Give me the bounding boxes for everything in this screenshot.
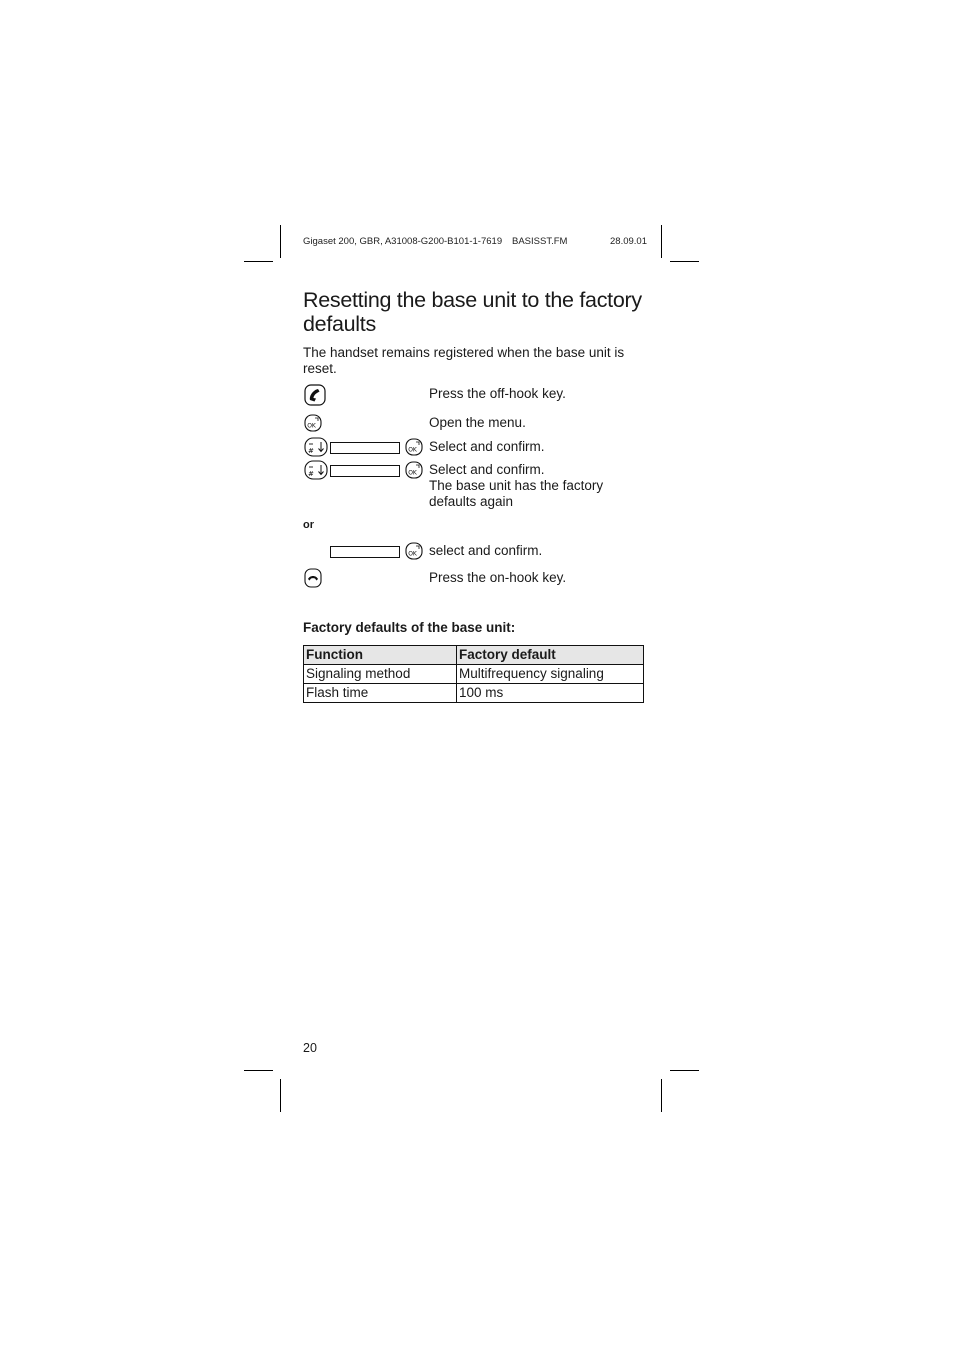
svg-text:OK: OK — [307, 422, 316, 430]
step-text: select and confirm. — [429, 543, 543, 558]
page-number: 20 — [303, 1041, 317, 1055]
intro-text: The handset remains registered when the base unit is reset. — [303, 345, 625, 376]
table-row — [304, 684, 644, 703]
header-date: 28.09.01 — [610, 236, 647, 247]
section-heading: Factory defaults of the base unit: — [303, 620, 516, 635]
navigation-key-icon — [304, 437, 328, 457]
step-text: Open the menu. — [429, 415, 526, 430]
table-row — [304, 665, 644, 684]
factory-defaults-table — [303, 645, 644, 703]
navigation-key-icon — [304, 460, 328, 480]
crop-mark — [280, 225, 281, 258]
crop-mark — [661, 1079, 662, 1112]
ok-key-icon — [405, 461, 423, 479]
display-field — [330, 442, 400, 454]
crop-mark — [244, 261, 273, 262]
table-cell: 100 ms — [457, 684, 644, 703]
table-cell: Multifrequency signaling — [457, 665, 644, 684]
svg-text:OK: OK — [408, 550, 417, 558]
column-header: Function — [304, 646, 457, 665]
ok-key-icon — [405, 438, 423, 456]
step-text: Select and confirm. — [429, 439, 545, 454]
crop-mark — [280, 1079, 281, 1112]
crop-mark — [244, 1070, 273, 1071]
step-text: Press the off-hook key. — [429, 386, 566, 401]
svg-text:OK: OK — [408, 446, 417, 454]
step-text: Select and confirm. The base unit has the factory defaults again — [429, 462, 604, 509]
column-header: Factory default — [457, 646, 644, 665]
header-file: BASISST.FM — [512, 236, 568, 247]
crop-mark — [670, 261, 699, 262]
table-cell: Signaling method — [304, 665, 457, 684]
table-cell: Flash time — [304, 684, 457, 703]
svg-text:#: # — [308, 447, 314, 455]
crop-mark — [661, 225, 662, 258]
page-title: Resetting the base unit to the factory defaults — [303, 288, 642, 336]
display-field — [330, 546, 400, 558]
ok-key-icon — [304, 414, 322, 432]
step-text: Press the on-hook key. — [429, 570, 567, 585]
crop-mark — [670, 1070, 699, 1071]
svg-text:#: # — [308, 470, 314, 478]
header-doc-info: Gigaset 200, GBR, A31008-G200-B101-1-7619 — [303, 236, 503, 247]
on-hook-key-icon — [304, 568, 322, 588]
ok-key-icon — [405, 542, 423, 560]
svg-text:OK: OK — [408, 469, 417, 477]
table-header-row — [304, 646, 644, 665]
display-field — [330, 465, 400, 477]
off-hook-key-icon — [304, 384, 326, 406]
or-label: or — [303, 519, 314, 531]
